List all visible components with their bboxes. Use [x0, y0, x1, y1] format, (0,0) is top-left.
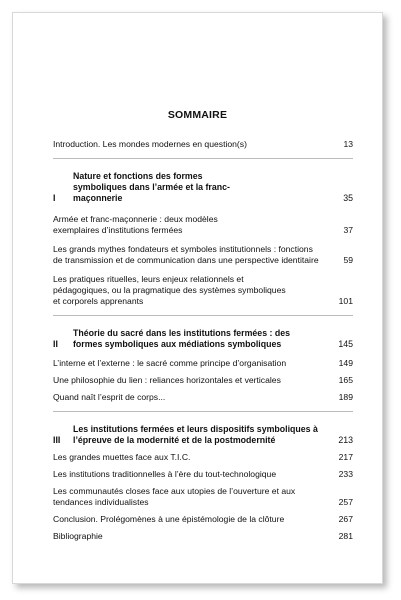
part-page: 145 — [338, 339, 353, 349]
toc-entry-text: Armée et franc-maçonnerie : deux modèles exemplaires d’institutions fermées — [53, 214, 218, 235]
toc-entry-page: 281 — [338, 531, 353, 541]
toc-entry — [53, 452, 353, 463]
toc-entry-page: 149 — [338, 358, 353, 368]
part-number: III — [53, 435, 61, 445]
toc-entry-page: 233 — [338, 469, 353, 479]
toc-entry-text: Introduction. Les mondes modernes en question(s) — [53, 139, 247, 149]
part-heading-2 — [53, 328, 353, 350]
toc-entry-page: 257 — [338, 497, 353, 507]
part-title: Nature et fonctions des formes symboliques dans l’armée et la franc-maçonnerie — [73, 171, 230, 203]
toc-entry — [53, 358, 353, 369]
toc-entry-page: 267 — [338, 514, 353, 524]
toc-entry — [53, 274, 353, 307]
page-title: SOMMAIRE — [167, 109, 228, 121]
toc-entry — [53, 214, 353, 236]
toc-entry-text: Les institutions traditionnelles à l’ère du tout-technologique — [53, 469, 277, 479]
section-divider — [53, 315, 353, 316]
toc-entry-text: Les grandes muettes face aux T.I.C. — [53, 452, 191, 462]
part-number: I — [53, 193, 56, 203]
toc-entry-page: 59 — [343, 255, 353, 265]
section-divider — [53, 158, 353, 159]
toc-entry-text: Les communautés closes face aux utopies de l’ouverture et aux tendances individualistes — [53, 486, 296, 507]
toc-entry-text: L’interne et l’externe : le sacré comme principe d’organisation — [53, 358, 287, 368]
toc-entry — [53, 486, 353, 508]
part-title: Les institutions fermées et leurs dispositifs symboliques à l’épreuve de la modernité et de la postmodernité — [73, 424, 318, 445]
toc-entry — [53, 469, 353, 480]
table-of-contents — [53, 139, 353, 542]
toc-entry — [53, 531, 353, 542]
toc-entry-page: 189 — [338, 392, 353, 402]
toc-entry — [53, 244, 353, 266]
part-page: 35 — [343, 193, 353, 203]
page — [12, 12, 383, 584]
part-heading-3 — [53, 424, 353, 446]
toc-entry — [53, 375, 353, 386]
part-page: 213 — [338, 435, 353, 445]
toc-entry-page: 101 — [338, 296, 353, 306]
toc-entry-text: Quand naît l’esprit de corps... — [53, 392, 166, 402]
toc-entry-text: Bibliographie — [53, 531, 103, 541]
toc-entry-page: 165 — [338, 375, 353, 385]
toc-entry-text: Les grands mythes fondateurs et symboles institutionnels : fonctions de transmission et de communication dans une perspective identitaire — [53, 244, 319, 265]
toc-entry-text: Conclusion. Prolégomènes à une épistémologie de la clôture — [53, 514, 285, 524]
toc-entry-page: 217 — [338, 452, 353, 462]
part-heading-1 — [53, 171, 353, 204]
part-number: II — [53, 339, 58, 349]
toc-entry-text: Les pratiques rituelles, leurs enjeux relationnels et pédagogiques, ou la pragmatique des systèmes symboliques et corporels apprenants — [53, 274, 286, 306]
toc-entry — [53, 392, 353, 403]
toc-entry-page: 13 — [343, 139, 353, 149]
section-divider — [53, 411, 353, 412]
toc-entry — [53, 514, 353, 525]
toc-entry-text: Une philosophie du lien : reliances horizontales et verticales — [53, 375, 281, 385]
toc-entry-page: 37 — [343, 225, 353, 235]
toc-entry-intro — [53, 139, 353, 150]
part-title: Théorie du sacré dans les institutions fermées : des formes symboliques aux médiations symboliques — [73, 328, 291, 349]
